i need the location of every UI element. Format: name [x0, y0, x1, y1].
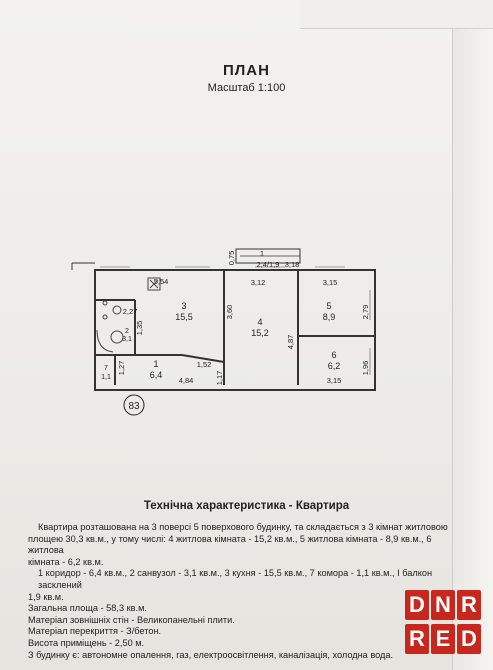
dim-balcony: 2,4/1,9 [256, 260, 280, 269]
logo-letter: E [431, 624, 455, 654]
dim-152: 1,52 [196, 360, 212, 369]
dim-554: 5,54 [153, 277, 169, 286]
room-7-number: 7 [104, 365, 108, 372]
tech-line-4: 1 коридор - 6,4 кв.м., 2 санвузол - 3,1 кв.м., 3 кухня - 15,5 кв.м., 7 комора - 1,1 кв.м., I балкон засклений [38, 568, 433, 590]
dim-196: 1,96 [361, 360, 370, 376]
building-number-marker [124, 395, 144, 415]
room-2-area: 3,1 [122, 336, 132, 343]
room-3-number: 3 [181, 301, 187, 311]
tech-title: Технічна характеристика - Квартира [143, 500, 350, 512]
tech-line-10: З будинку є: автономне опалення, газ, електроосвітлення, каналізація, холодна вода. [28, 649, 394, 660]
room-7-area: 1,1 [101, 374, 111, 381]
room-4-number: 4 [257, 317, 263, 327]
room-5-number: 5 [326, 301, 332, 311]
dim-315-top: 3,15 [322, 278, 338, 287]
room-5-area: 8,9 [322, 312, 336, 322]
dim-312: 3,12 [250, 278, 266, 287]
dim-227: 2,27 [122, 307, 138, 316]
dim-484: 4,84 [178, 376, 194, 385]
tech-line-6: Загальна площа - 58,3 кв.м. [28, 603, 147, 614]
dim-315-bottom: 3,15 [326, 376, 342, 385]
tech-line-2: площею 30,3 кв.м., у тому числі: 4 житлова кімната - 15,2 кв.м., 5 житлова кімната - 8,9 кв.м., 6 житлова [28, 533, 432, 556]
tech-line-1: Квартира розташована на 3 поверсі 5 поверхового будинку, та складається з 3 кімнат житловою [38, 522, 448, 532]
plan-title: ПЛАН [223, 62, 270, 79]
dnr-red-logo [405, 590, 485, 658]
tech-line-8: Матеріал перекриття - З/бетон. [28, 626, 162, 637]
room-6-area: 6,2 [327, 361, 341, 371]
tech-line-9: Висота приміщень - 2,50 м. [28, 637, 145, 648]
dim-1: 1 [259, 249, 265, 258]
room-4-area: 15,2 [251, 328, 269, 338]
dim-279: 2,79 [361, 304, 370, 320]
logo-letter: R [457, 590, 481, 620]
room-6-number: 6 [331, 350, 337, 360]
building-number: 83 [128, 401, 140, 412]
dim-075: 0,75 [227, 250, 236, 266]
room-2-number: 2 [125, 328, 129, 335]
dim-487: 4,87 [286, 334, 295, 350]
logo-letter: D [457, 624, 481, 654]
room-1-number: 1 [153, 359, 159, 369]
tech-line-7: Матеріал зовнішніх стін - Великопанельні плити. [28, 614, 235, 625]
dim-135: 1,35 [135, 320, 144, 336]
room-1-area: 6,4 [149, 370, 163, 380]
logo-letter: N [431, 590, 455, 620]
room-3-area: 15,5 [175, 312, 193, 322]
logo-letter: D [405, 590, 429, 620]
plan-scale: Масштаб 1:100 [207, 82, 286, 94]
tech-body [28, 522, 468, 661]
tech-line-5: 1,9 кв.м. [28, 591, 64, 602]
tech-line-3: кімната - 6,2 кв.м. [28, 556, 104, 567]
dim-117: 1,17 [215, 370, 224, 386]
dim-318: 3,18 [284, 260, 300, 269]
dim-360: 3,60 [225, 304, 234, 320]
logo-letter: R [405, 624, 429, 654]
dim-127: 1,27 [117, 360, 126, 376]
